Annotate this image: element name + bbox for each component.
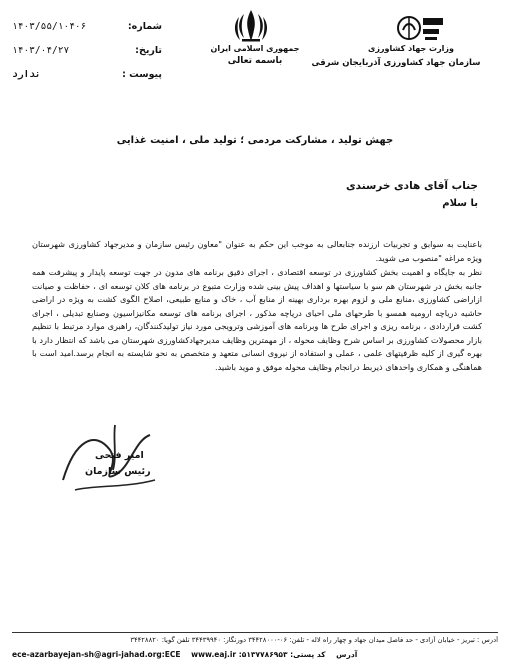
signatory-title: رئیس سازمان: [85, 466, 151, 477]
footer-email: ece-azarbayejan-sh@agri-jahad.org:ECE: [12, 650, 181, 659]
letter-attachment-label: پیوست :: [122, 68, 162, 80]
slogan: جهش تولید ، مشارکت مردمی ؛ تولید ملی ، امنیت غذایی: [116, 135, 394, 146]
letter-attachment-value: ندارد: [12, 68, 41, 80]
letter-date-label: تاریخ:: [135, 44, 162, 56]
organization-label: سازمان جهاد کشاورزی آذربایجان شرقی: [311, 58, 481, 68]
letter-number-label: شماره:: [127, 20, 162, 32]
letter-body: [32, 238, 482, 375]
footer-address: آدرس : تبریز - خیابان آزادی - حد فاصل میدان جهاد و چهار راه لاله - تلفن: ۰۶-۳۴۴۲۸۰۰۰ دورنگار: ۳۴۴۳۹۹۴۰ تلفن گویا: ۳۴۴۲۸۸۲۰: [130, 636, 498, 644]
letter-number-row: [12, 14, 162, 38]
footer-divider: [12, 632, 498, 633]
letter-attachment-row: [12, 62, 162, 86]
body-paragraph-1: باعنایت به سوابق و تجربیات ارزنده جنابعالی به موجب این حکم به عنوان "معاون رئیس سازمان و مدیرجهاد کشاورزی شهرستان ویژه مراغه "منصوب می شوید.: [32, 239, 482, 263]
iran-emblem-icon: [232, 8, 270, 44]
ministry-label: وزارت جهاد کشاورزی: [367, 44, 454, 53]
footer-website: www.eaj.ir :آدرس: [191, 650, 358, 659]
republic-label: جمهوری اسلامی ایران: [210, 44, 300, 53]
greeting: با سلام: [442, 198, 478, 209]
signatory-name: امیر فتحی: [95, 450, 144, 461]
letter-number-value: ۱۴۰۳/۵۵/۱۰۴۰۶: [12, 20, 87, 32]
footer-postal-code: کد پستی: ۵۱۳۷۷۸۶۹۵۳: [241, 650, 326, 659]
recipient: جناب آقای هادی خرسندی: [346, 180, 478, 192]
letter-date-value: ۱۴۰۳/۰۴/۲۷: [12, 44, 70, 56]
body-paragraph-2: نظر به جایگاه و اهمیت بخش کشاورزی در توسعه اقتصادی ، اجرای دقیق برنامه های مدون در جهت توسعه پایدار و پیشرفت همه جانبه بخش در شهرستان هم سو با سیاستها و اهداف پیش بینی شده وزارت متبوع در برنامه های کلان توسعه ای ، حفاظت و صیانت ازاراضی کشاورزی ،منابع ملی و لزوم بهره برداری بهینه از منابع آب ، خاک و منابع طبیعی، اصلاح الگوی کشت به ویژه در اراضی حاشیه دریاچه ارومیه همسو با طرحهای ملی احیای دریاچه مذکور ، اجرای برنامه های توسعه مکانیزاسیون وصنایع تبدیلی ، اجرای کشت قراردادی ، برنامه ریزی و اجرای طرح ها وبرنامه های آموزشی وترویجی مورد نیاز تولیدکنندگان، راهبری موارد مرتبط با تنظیم بازار محصولات کشاورزی بر اساس شرح وظایف محوله ، از مهمترین وظایف مدیرجهادکشاورزی شهرستان می باشد که انتظار دارد با بهره گیری از کلیه ظرفیتهای علمی ، عملی و استفاده از نیروی انسانی متعهد و متخصص به نحو شایسته به انجام برسد.امید است با هماهنگی و همکاری واحدهای ذیربط درانجام وظایف محوله موفق و موید باشید.: [32, 267, 482, 372]
footer-contacts: [12, 650, 498, 659]
basmala-label: باسمه تعالی: [227, 56, 283, 66]
jihad-agriculture-logo-icon: [395, 8, 445, 48]
letter-meta: [12, 14, 162, 86]
letter-date-row: [12, 38, 162, 62]
